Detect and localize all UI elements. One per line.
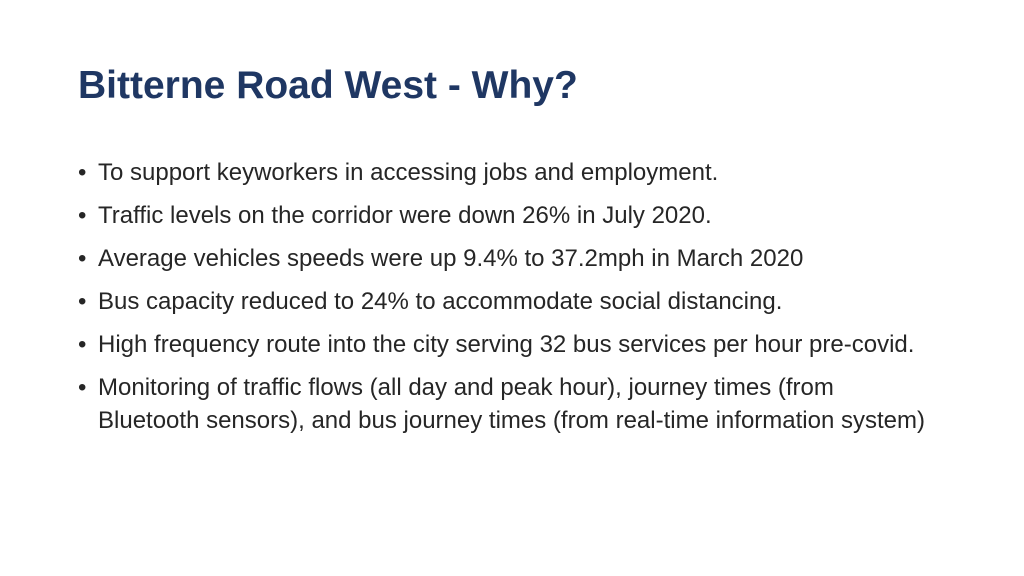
bullet-item xyxy=(78,242,938,275)
bullet-marker: • xyxy=(78,202,87,229)
bullet-marker: • xyxy=(78,374,87,401)
bullet-text: To support keyworkers in accessing jobs and employment. xyxy=(98,159,719,186)
bullet-text: High frequency route into the city serving 32 bus services per hour pre-covid. xyxy=(98,331,915,358)
bullet-list xyxy=(78,156,938,447)
bullet-text: Bus capacity reduced to 24% to accommodate social distancing. xyxy=(98,288,783,315)
bullet-text: Average vehicles speeds were up 9.4% to 37.2mph in March 2020 xyxy=(98,245,804,272)
slide-title: Bitterne Road West - Why? xyxy=(78,64,578,107)
bullet-marker: • xyxy=(78,245,87,272)
bullet-marker: • xyxy=(78,288,87,315)
bullet-text: Traffic levels on the corridor were down 26% in July 2020. xyxy=(98,202,712,229)
bullet-item xyxy=(78,328,938,361)
bullet-marker: • xyxy=(78,331,87,358)
bullet-text: Monitoring of traffic flows (all day and peak hour), journey times (from Bluetooth sensors), and bus journey times (from real-time information system) xyxy=(98,374,925,434)
bullet-marker: • xyxy=(78,159,87,186)
bullet-item xyxy=(78,156,938,189)
bullet-item xyxy=(78,371,938,437)
bullet-item xyxy=(78,199,938,232)
bullet-item xyxy=(78,285,938,318)
